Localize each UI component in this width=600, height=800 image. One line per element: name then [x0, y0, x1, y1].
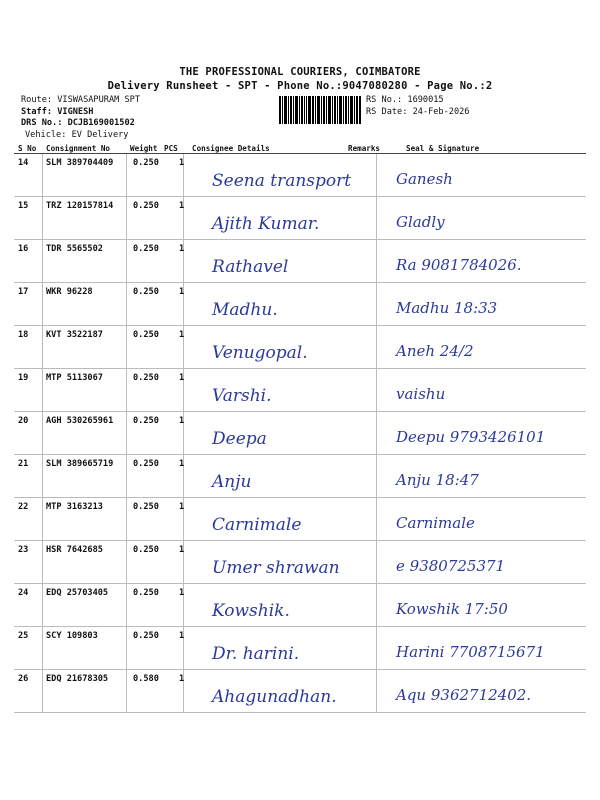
row-pcs: 1: [179, 158, 185, 168]
row-pcs: 1: [179, 416, 185, 426]
handwritten-consignee: Carnimale: [212, 515, 302, 535]
row-weight: 0.250: [133, 631, 159, 641]
handwritten-signature: Anju 18:47: [396, 471, 479, 489]
table-row: [0, 326, 600, 369]
route-text: Route: VISWASAPURAM SPT: [21, 95, 140, 105]
handwritten-consignee: Madhu.: [212, 300, 278, 320]
handwritten-signature: vaishu: [396, 385, 446, 403]
table-row: [0, 240, 600, 283]
handwritten-signature: Aneh 24/2: [396, 342, 474, 360]
handwritten-signature: e 9380725371: [396, 557, 506, 575]
row-pcs: 1: [179, 373, 185, 383]
barcode-image: [278, 96, 362, 124]
row-sno: 15: [18, 201, 29, 211]
row-consignment: EDQ 21678305: [46, 674, 109, 684]
vehicle-text: Vehicle: EV Delivery: [25, 129, 129, 140]
row-weight: 0.250: [133, 502, 159, 512]
runsheet-meta-right: [366, 95, 469, 118]
handwritten-signature: Ra 9081784026.: [396, 256, 522, 274]
row-sno: 21: [18, 459, 29, 469]
handwritten-signature: Carnimale: [396, 514, 475, 532]
handwritten-signature: Harini 7708715671: [396, 643, 545, 661]
table-row: [0, 369, 600, 412]
row-sno: 18: [18, 330, 29, 340]
row-consignment: KVT 3522187: [46, 330, 103, 340]
column-header-consignee: Consignee Details: [192, 144, 270, 153]
row-pcs: 1: [179, 330, 185, 340]
handwritten-consignee: Ahagunadhan.: [212, 687, 337, 707]
row-sno: 25: [18, 631, 29, 641]
handwritten-consignee: Dr. harini.: [212, 644, 300, 664]
row-pcs: 1: [179, 502, 185, 512]
table-row: [0, 498, 600, 541]
row-consignment: MTP 3163213: [46, 502, 103, 512]
handwritten-consignee: Deepa: [212, 429, 267, 449]
handwritten-consignee: Varshi.: [212, 386, 272, 406]
row-pcs: 1: [179, 631, 185, 641]
row-consignment: SLM 389665719: [46, 459, 114, 469]
table-row: [0, 283, 600, 326]
column-header-remarks: Remarks: [348, 144, 381, 153]
column-header-seal: Seal & Signature: [406, 144, 480, 153]
drs-number: DRS No.: DCJB169001502: [21, 118, 135, 128]
table-row: [0, 670, 600, 713]
rs-date: RS Date: 24-Feb-2026: [366, 106, 470, 117]
handwritten-signature: Aqu 9362712402.: [396, 686, 532, 704]
handwritten-consignee: Umer shrawan: [212, 558, 340, 578]
handwritten-signature: Madhu 18:33: [396, 299, 498, 317]
handwritten-consignee: Venugopal.: [212, 343, 308, 363]
row-weight: 0.250: [133, 588, 159, 598]
table-row: [0, 412, 600, 455]
table-row: [0, 455, 600, 498]
handwritten-signature: Ganesh: [396, 170, 453, 188]
handwritten-consignee: Anju: [212, 472, 252, 492]
table-row: [0, 154, 600, 197]
row-pcs: 1: [179, 674, 185, 684]
row-weight: 0.580: [133, 674, 159, 684]
handwritten-consignee: Rathavel: [212, 257, 289, 277]
table-row: [0, 541, 600, 584]
handwritten-consignee: Kowshik.: [212, 601, 290, 621]
row-pcs: 1: [179, 244, 185, 254]
row-sno: 23: [18, 545, 29, 555]
row-weight: 0.250: [133, 330, 159, 340]
row-weight: 0.250: [133, 158, 159, 168]
handwritten-signature: Gladly: [396, 213, 445, 231]
handwritten-signature: Kowshik 17:50: [396, 600, 508, 618]
staff-text: Staff: VIGNESH: [21, 106, 94, 117]
row-sno: 19: [18, 373, 29, 383]
row-consignment: SLM 389704409: [46, 158, 114, 168]
row-consignment: EDQ 25703405: [46, 588, 109, 598]
row-consignment: WKR 96228: [46, 287, 93, 297]
row-weight: 0.250: [133, 416, 159, 426]
row-weight: 0.250: [133, 459, 159, 469]
rs-number: RS No.: 1690015: [366, 95, 444, 105]
row-sno: 17: [18, 287, 29, 297]
column-header-sno: S No: [18, 144, 37, 153]
row-weight: 0.250: [133, 545, 159, 555]
column-header-weight: Weight: [130, 144, 158, 153]
runsheet-title: Delivery Runsheet - SPT - Phone No.:9047080280 - Page No.:2: [107, 80, 493, 92]
row-consignment: AGH 530265961: [46, 416, 114, 426]
row-sno: 22: [18, 502, 29, 512]
runsheet-meta-left: [21, 95, 140, 141]
row-weight: 0.250: [133, 287, 159, 297]
row-pcs: 1: [179, 459, 185, 469]
row-sno: 20: [18, 416, 29, 426]
column-header-consignment: Consignment No: [46, 144, 111, 153]
row-weight: 0.250: [133, 201, 159, 211]
row-pcs: 1: [179, 287, 185, 297]
table-row: [0, 627, 600, 670]
row-consignment: TRZ 120157814: [46, 201, 114, 211]
row-pcs: 1: [179, 588, 185, 598]
column-header-pcs: PCS: [164, 144, 178, 153]
table-row: [0, 197, 600, 240]
company-name: THE PROFESSIONAL COURIERS, COIMBATORE: [179, 66, 421, 78]
row-consignment: MTP 5113067: [46, 373, 103, 383]
row-sno: 14: [18, 158, 29, 168]
row-consignment: SCY 109803: [46, 631, 98, 641]
row-sno: 16: [18, 244, 29, 254]
row-divider: [14, 712, 586, 713]
row-pcs: 1: [179, 545, 185, 555]
row-consignment: TDR 5565502: [46, 244, 103, 254]
table-row: [0, 584, 600, 627]
handwritten-consignee: Ajith Kumar.: [212, 214, 320, 234]
handwritten-consignee: Seena transport: [212, 171, 352, 191]
row-sno: 24: [18, 588, 29, 598]
row-consignment: HSR 7642685: [46, 545, 103, 555]
row-pcs: 1: [179, 201, 185, 211]
handwritten-signature: Deepu 9793426101: [396, 428, 546, 446]
row-weight: 0.250: [133, 373, 159, 383]
row-sno: 26: [18, 674, 29, 684]
row-weight: 0.250: [133, 244, 159, 254]
